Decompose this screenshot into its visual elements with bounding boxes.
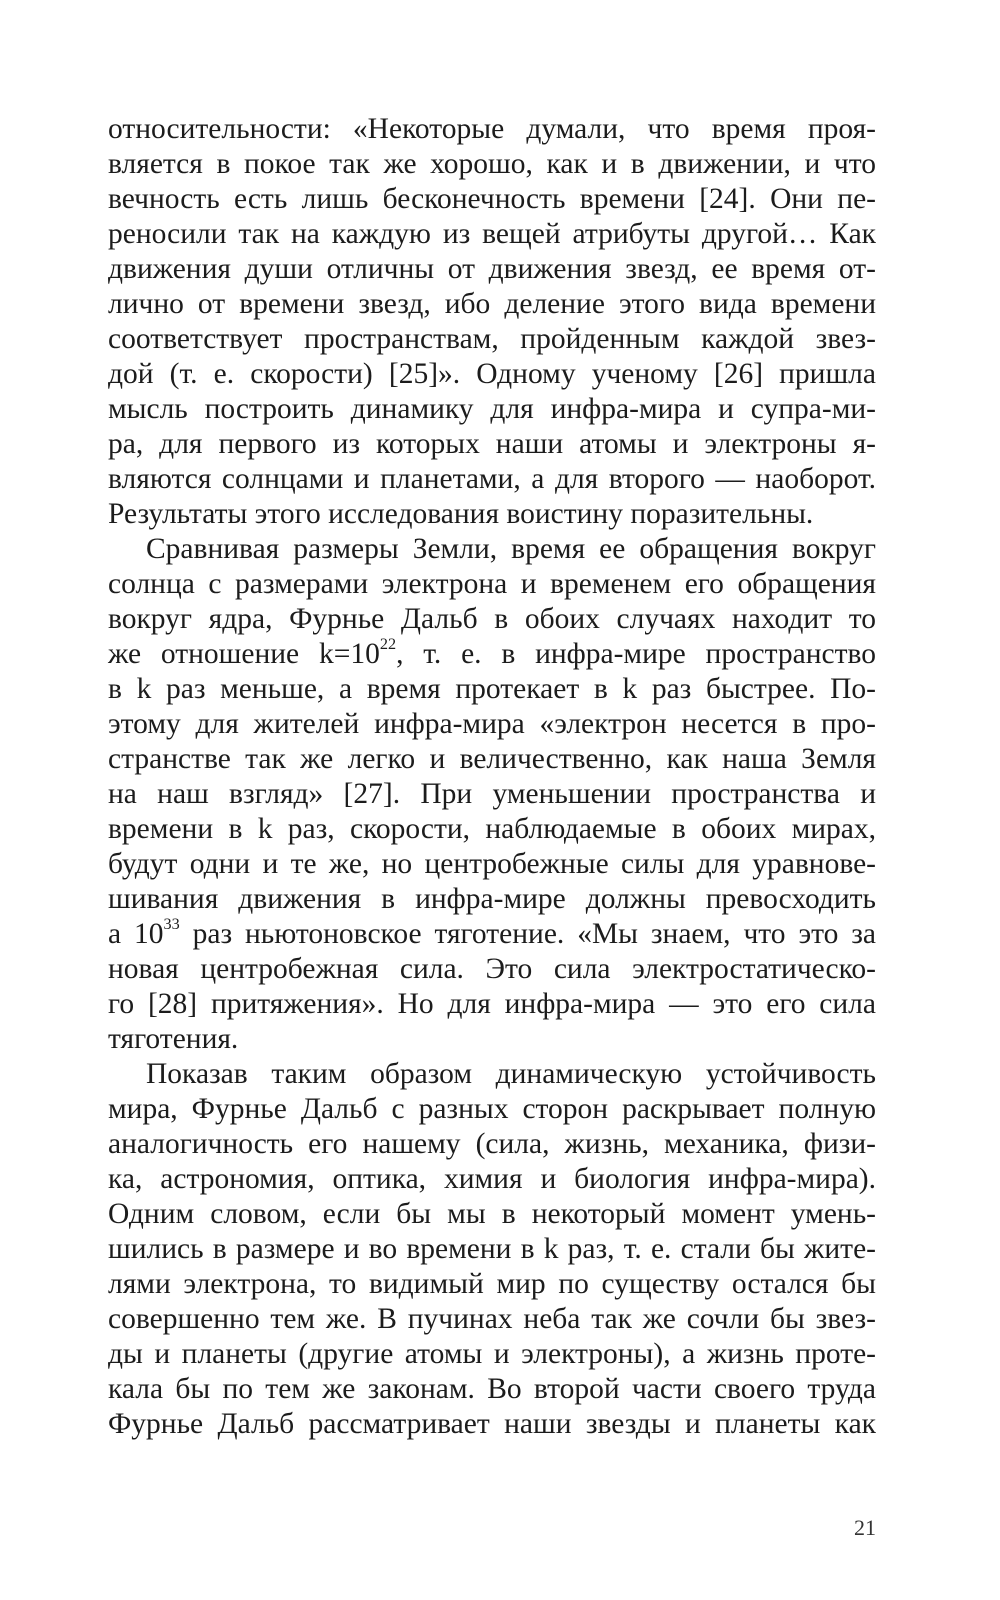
- text-line: в k раз меньше, а время протекает в k раз быстрее. По-: [108, 673, 876, 705]
- page-number: 21: [854, 1515, 876, 1540]
- text-line: шивания движения в инфра-мире должны превосходить: [108, 883, 876, 915]
- text-line: Показав таким образом динамическую устойчивость: [146, 1058, 876, 1090]
- paragraph: [108, 112, 876, 532]
- text-line: Одним словом, если бы мы в некоторый момент умень-: [108, 1198, 876, 1230]
- text-line: ды и планеты (другие атомы и электроны), а жизнь проте-: [108, 1338, 876, 1370]
- text-line: Сравнивая размеры Земли, время ее обращения вокруг: [146, 533, 876, 565]
- page-body: [108, 112, 876, 1442]
- text-line: на наш взгляд» [27]. При уменьшении пространства и: [108, 778, 876, 810]
- text-line: совершенно тем же. В пучинах неба так же сочли бы звез-: [108, 1303, 876, 1335]
- text-line: ра, для первого из которых наши атомы и электроны я-: [108, 428, 876, 460]
- text-line: будут одни и те же, но центробежные силы для уравнове-: [108, 848, 876, 880]
- text-line: странстве так же легко и величественно, как наша Земля: [108, 743, 876, 775]
- text-line: кала бы по тем же законам. Во второй части своего труда: [108, 1373, 876, 1405]
- text-line: этому для жителей инфра-мира «электрон несется в про-: [108, 708, 876, 740]
- text-line: мысль построить динамику для инфра-мира и супра-ми-: [108, 393, 876, 425]
- text-line: вляется в покое так же хорошо, как и в движении, и что: [108, 148, 876, 180]
- text-line: Фурнье Дальб рассматривает наши звезды и планеты как: [108, 1408, 876, 1440]
- text-line: тяготения.: [108, 1023, 239, 1055]
- text-line: соответствует пространствам, пройденным каждой звез-: [108, 323, 876, 355]
- paragraph: [108, 532, 876, 1057]
- text-line: солнца с размерами электрона и временем его обращения: [108, 568, 876, 600]
- text-line: шились в размере и во времени в k раз, т. е. стали бы жите-: [108, 1233, 876, 1265]
- text-line: вокруг ядра, Фурнье Дальб в обоих случаях находит то: [108, 603, 876, 635]
- text-line: вечность есть лишь бесконечность времени [24]. Они пе-: [108, 183, 876, 215]
- text-line: времени в k раз, скорости, наблюдаемые в обоих мирах,: [108, 813, 876, 845]
- text-line: новая центробежная сила. Это сила электростатическо-: [108, 953, 876, 985]
- paragraph: [108, 1057, 876, 1442]
- text-line: дой (т. е. скорости) [25]». Одному ученому [26] пришла: [108, 358, 876, 390]
- text-line: мира, Фурнье Дальб с разных сторон раскрывает полную: [108, 1093, 876, 1125]
- text-line: го [28] притяжения». Но для инфра-мира — это его сила: [108, 988, 876, 1020]
- text-line: лями электрона, то видимый мир по существу остался бы: [108, 1268, 876, 1300]
- text-line: движения души отличны от движения звезд, ее время от-: [108, 253, 876, 285]
- text-line: аналогичность его нашему (сила, жизнь, механика, физи-: [108, 1128, 876, 1160]
- text-line: реносили так на каждую из вещей атрибуты другой… Как: [108, 218, 876, 250]
- text-line: же отношение $k=10^{22}$, т. е. в инфра-мире пространство: [108, 635, 876, 670]
- text-line: вляются солнцами и планетами, а для второго — наоборот.: [108, 463, 876, 495]
- text-line: ка, астрономия, оптика, химия и биология инфра-мира).: [108, 1163, 876, 1195]
- text-line: лично от времени звезд, ибо деление этого вида времени: [108, 288, 876, 320]
- text-line: Результаты этого исследования воистину поразительны.: [108, 498, 814, 530]
- text-line: а $10^{33}$ раз ньютоновское тяготение. «Мы знаем, что это за: [108, 915, 876, 950]
- text-line: относительности: «Некоторые думали, что время проя-: [108, 113, 876, 145]
